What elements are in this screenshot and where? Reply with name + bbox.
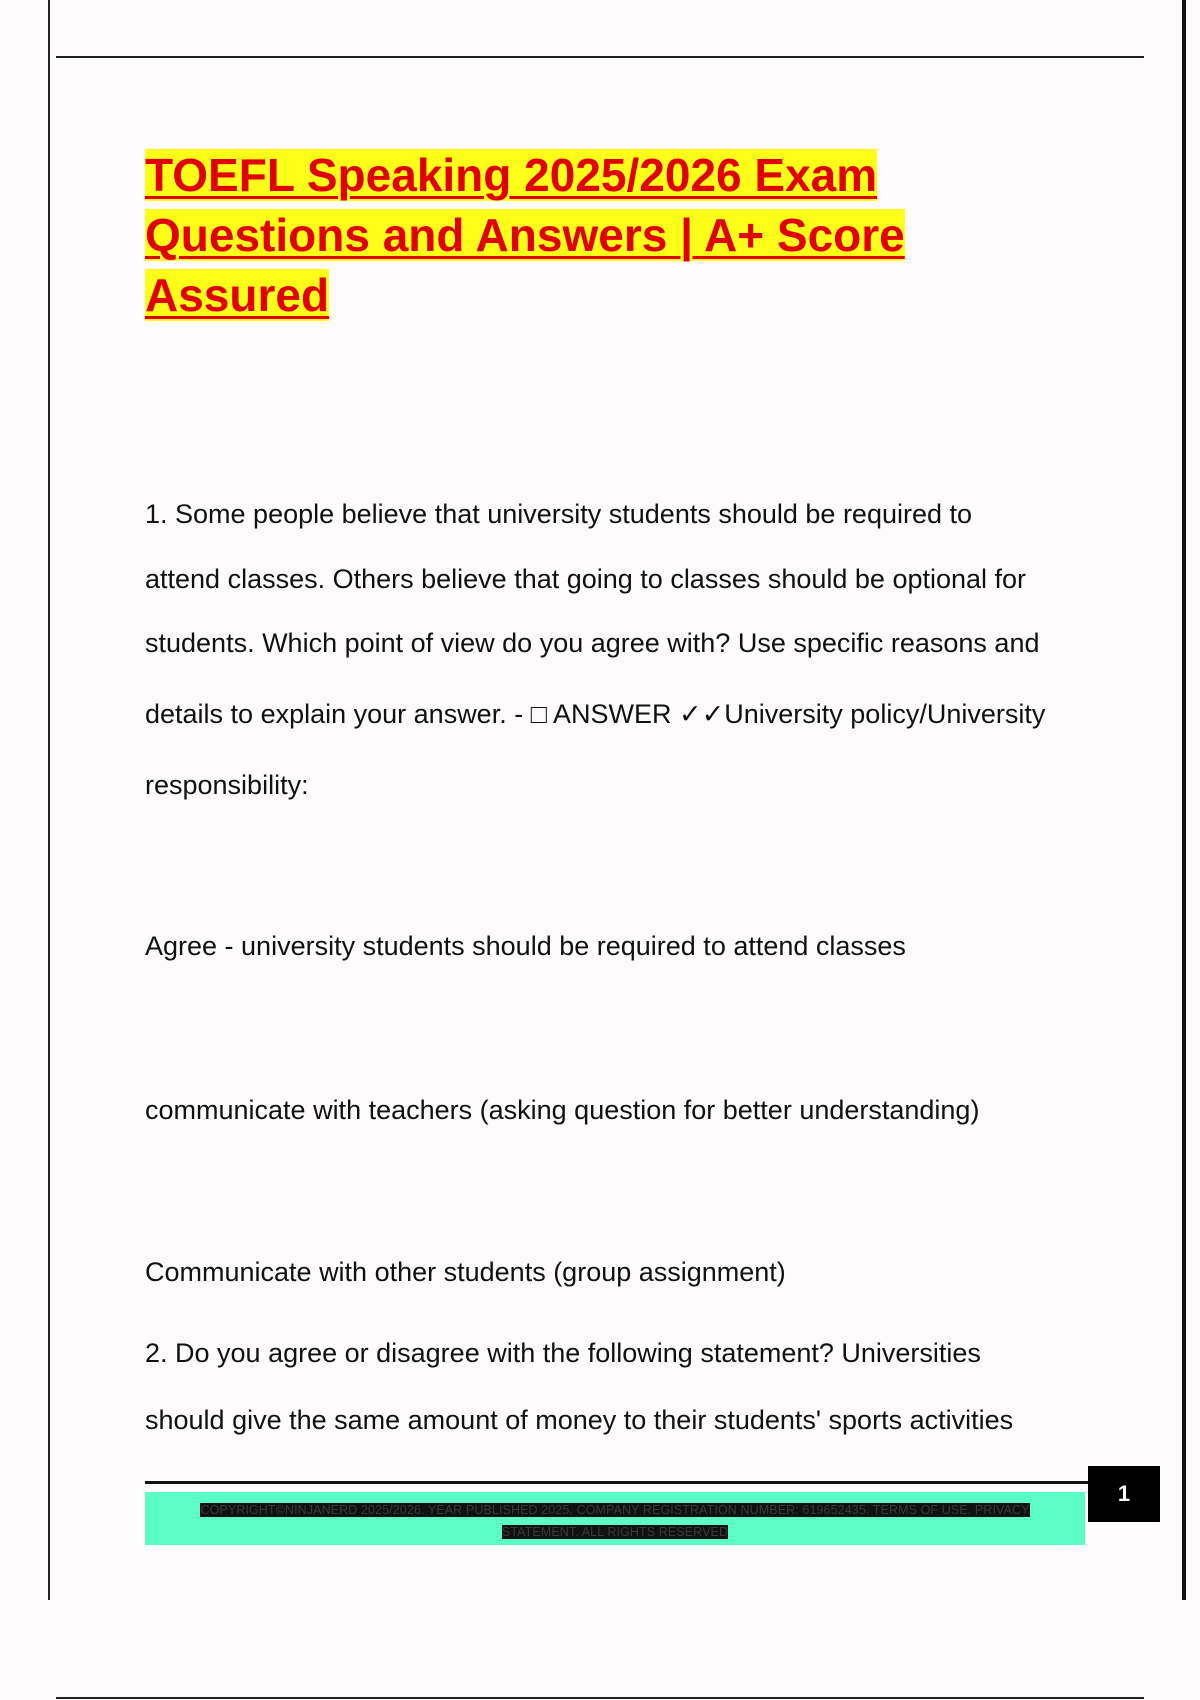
page-number: 1 (1088, 1466, 1160, 1522)
question-1-line-1: 1. Some people believe that university students should be required to (145, 499, 973, 529)
question-1-line-5: responsibility: (145, 770, 309, 800)
title-line-1: TOEFL Speaking 2025/2026 Exam (145, 149, 878, 201)
copyright-text: COPYRIGHT©NINJANERD 2025/2026. YEAR PUBLISHED 2025. COMPANY REGISTRATION NUMBER: 619652435. TERMS OF USE. PRIVACY STATEMENT. ALL RIGHTS RESERVED (200, 1503, 1030, 1539)
title-line-2: Questions and Answers | A+ Score (145, 209, 905, 261)
answer-point-students: Communicate with other students (group assignment) (145, 1257, 786, 1287)
answer-agree-statement: Agree - university students should be required to attend classes (145, 931, 906, 961)
question-2-line-2: should give the same amount of money to their students' sports activities (145, 1405, 1014, 1435)
question-1-line-3: students. Which point of view do you agree with? Use specific reasons and (145, 628, 1040, 658)
next-page-rule (56, 1697, 1144, 1699)
document-title (145, 145, 1045, 325)
footer-rule (145, 1481, 1090, 1484)
page-left-border (48, 0, 50, 1600)
page-right-border (1182, 0, 1186, 1600)
copyright-footer (145, 1492, 1085, 1545)
title-line-3: Assured (145, 269, 330, 321)
question-1-line-4: details to explain your answer. - □ ANSWER ✓✓University policy/University (145, 699, 1046, 729)
header-rule (56, 56, 1144, 58)
answer-point-teachers: communicate with teachers (asking question for better understanding) (145, 1095, 980, 1125)
question-1-line-2: attend classes. Others believe that going to classes should be optional for (145, 564, 1027, 594)
question-2-line-1: 2. Do you agree or disagree with the following statement? Universities (145, 1338, 981, 1368)
